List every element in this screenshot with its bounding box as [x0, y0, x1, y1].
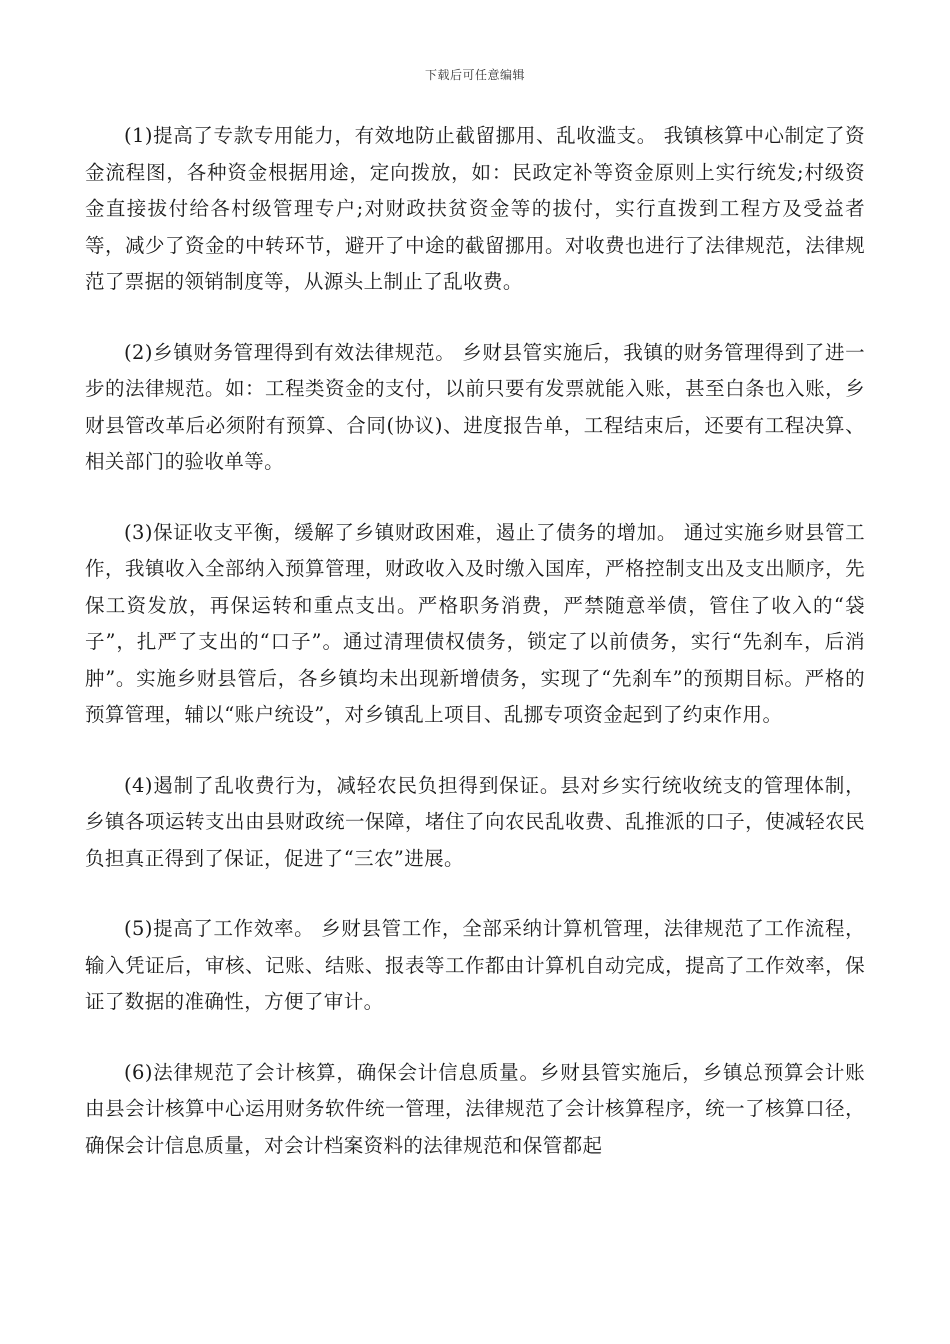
paragraph-5: (5)提高了工作效率。 乡财县管工作，全部采纳计算机管理，法律规范了工作流程，输入凭证后，审核、记账、结账、报表等工作都由计算机自动完成，提高了工作效率，保证了数据的准确性，方便了审计。	[85, 917, 865, 1013]
paragraph-4: (4)遏制了乱收费行为，减轻农民负担得到保证。县对乡实行统收统支的管理体制，乡镇各项运转支出由县财政统一保障，堵住了向农民乱收费、乱推派的口子，使减轻农民负担真正得到了保证，促进了“三农”进展。	[85, 773, 865, 870]
paragraph-3: (3)保证收支平衡，缓解了乡镇财政困难，遏止了债务的增加。 通过实施乡财县管工作，我镇收入全部纳入预算管理，财政收入及时缴入国库，严格控制支出及支出顺序，先保工资发放，再保运转和重点支出。严格职务消费，严禁随意举债，管住了收入的“袋子”，扎严了支出的“口子”。通过清理债权债务，锁定了以前债务，实行“先刹车，后消肿”。实施乡财县管后，各乡镇均未出现新增债务，实现了“先刹车”的预期目标。严格的预算管理，辅以“账户统设”，对乡镇乱上项目、乱挪专项资金起到了约束作用。	[85, 520, 865, 726]
document-body	[85, 118, 865, 1164]
paragraph-6: (6)法律规范了会计核算，确保会计信息质量。乡财县管实施后，乡镇总预算会计账由县会计核算中心运用财务软件统一管理，法律规范了会计核算程序，统一了核算口径，确保会计信息质量，对会计档案资料的法律规范和保管都起	[85, 1060, 865, 1157]
page-header: 下载后可任意编辑	[424, 68, 525, 82]
paragraph-2: (2)乡镇财务管理得到有效法律规范。 乡财县管实施后，我镇的财务管理得到了进一步的法律规范。如：工程类资金的支付，以前只要有发票就能入账，甚至白条也入账，乡财县管改革后必须附有预算、合同(协议)、进度报告单，工程结束后，还要有工程决算、相关部门的验收单等。	[85, 340, 865, 473]
paragraph-1: (1)提高了专款专用能力，有效地防止截留挪用、乱收滥支。 我镇核算中心制定了资金流程图，各种资金根据用途，定向拨放，如：民政定补等资金原则上实行统发;村级资金直接拔付给各村级管理专户;对财政扶贫资金等的拔付，实行直拨到工程方及受益者等，减少了资金的中转环节，避开了中途的截留挪用。对收费也进行了法律规范，法律规范了票据的领销制度等，从源头上制止了乱收费。	[85, 124, 865, 293]
